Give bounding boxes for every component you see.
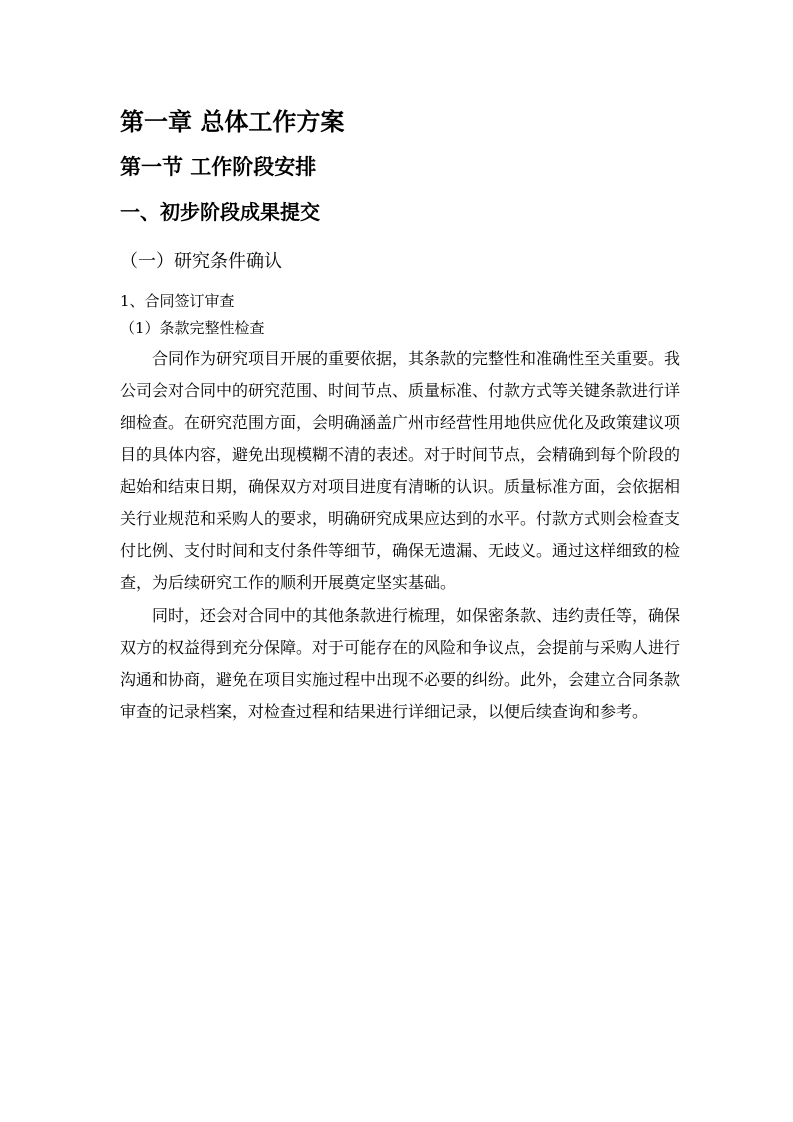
sub-item-heading: （1）条款完整性检查 <box>120 319 265 337</box>
section-title: 第一节 工作阶段安排 <box>120 154 317 179</box>
chapter-title: 第一章 总体工作方案 <box>120 107 345 136</box>
body-paragraph-1: 合同作为研究项目开展的重要依据，其条款的完整性和准确性至关重要。我公司会对合同中的研究范围、时间节点、质量标准、付款方式等关键条款进行详细检查。在研究范围方面，会明确涵盖广州市经营性用地供应优化及政策建议项目的具体内容，避免出现模糊不清的表述。对于时间节点，会精确到每个阶段的起始和结束日期，确保双方对项目进度有清晰的认识。质量标准方面，会依据相关行业规范和采购人的要求，明确研究成果应达到的水平。付款方式则会检查支付比例、支付时间和支付条件等细节，确保无遗漏、无歧义。通过这样细致的检查，为后续研究工作的顺利开展奠定坚实基础。 <box>120 349 681 592</box>
sub-heading: （一）研究条件确认 <box>120 251 282 272</box>
subsection-title: 一、初步阶段成果提交 <box>120 200 320 224</box>
item-heading: 1、合同签订审查 <box>120 292 235 310</box>
body-paragraph-2: 同时，还会对合同中的其他条款进行梳理，如保密条款、违约责任等，确保双方的权益得到充分保障。对于可能存在的风险和争议点，会提前与采购人进行沟通和协商，避免在项目实施过程中出现不必要的纠纷。此外，会建立合同条款审查的记录档案，对检查过程和结果进行详细记录，以便后续查询和参考。 <box>120 606 681 721</box>
